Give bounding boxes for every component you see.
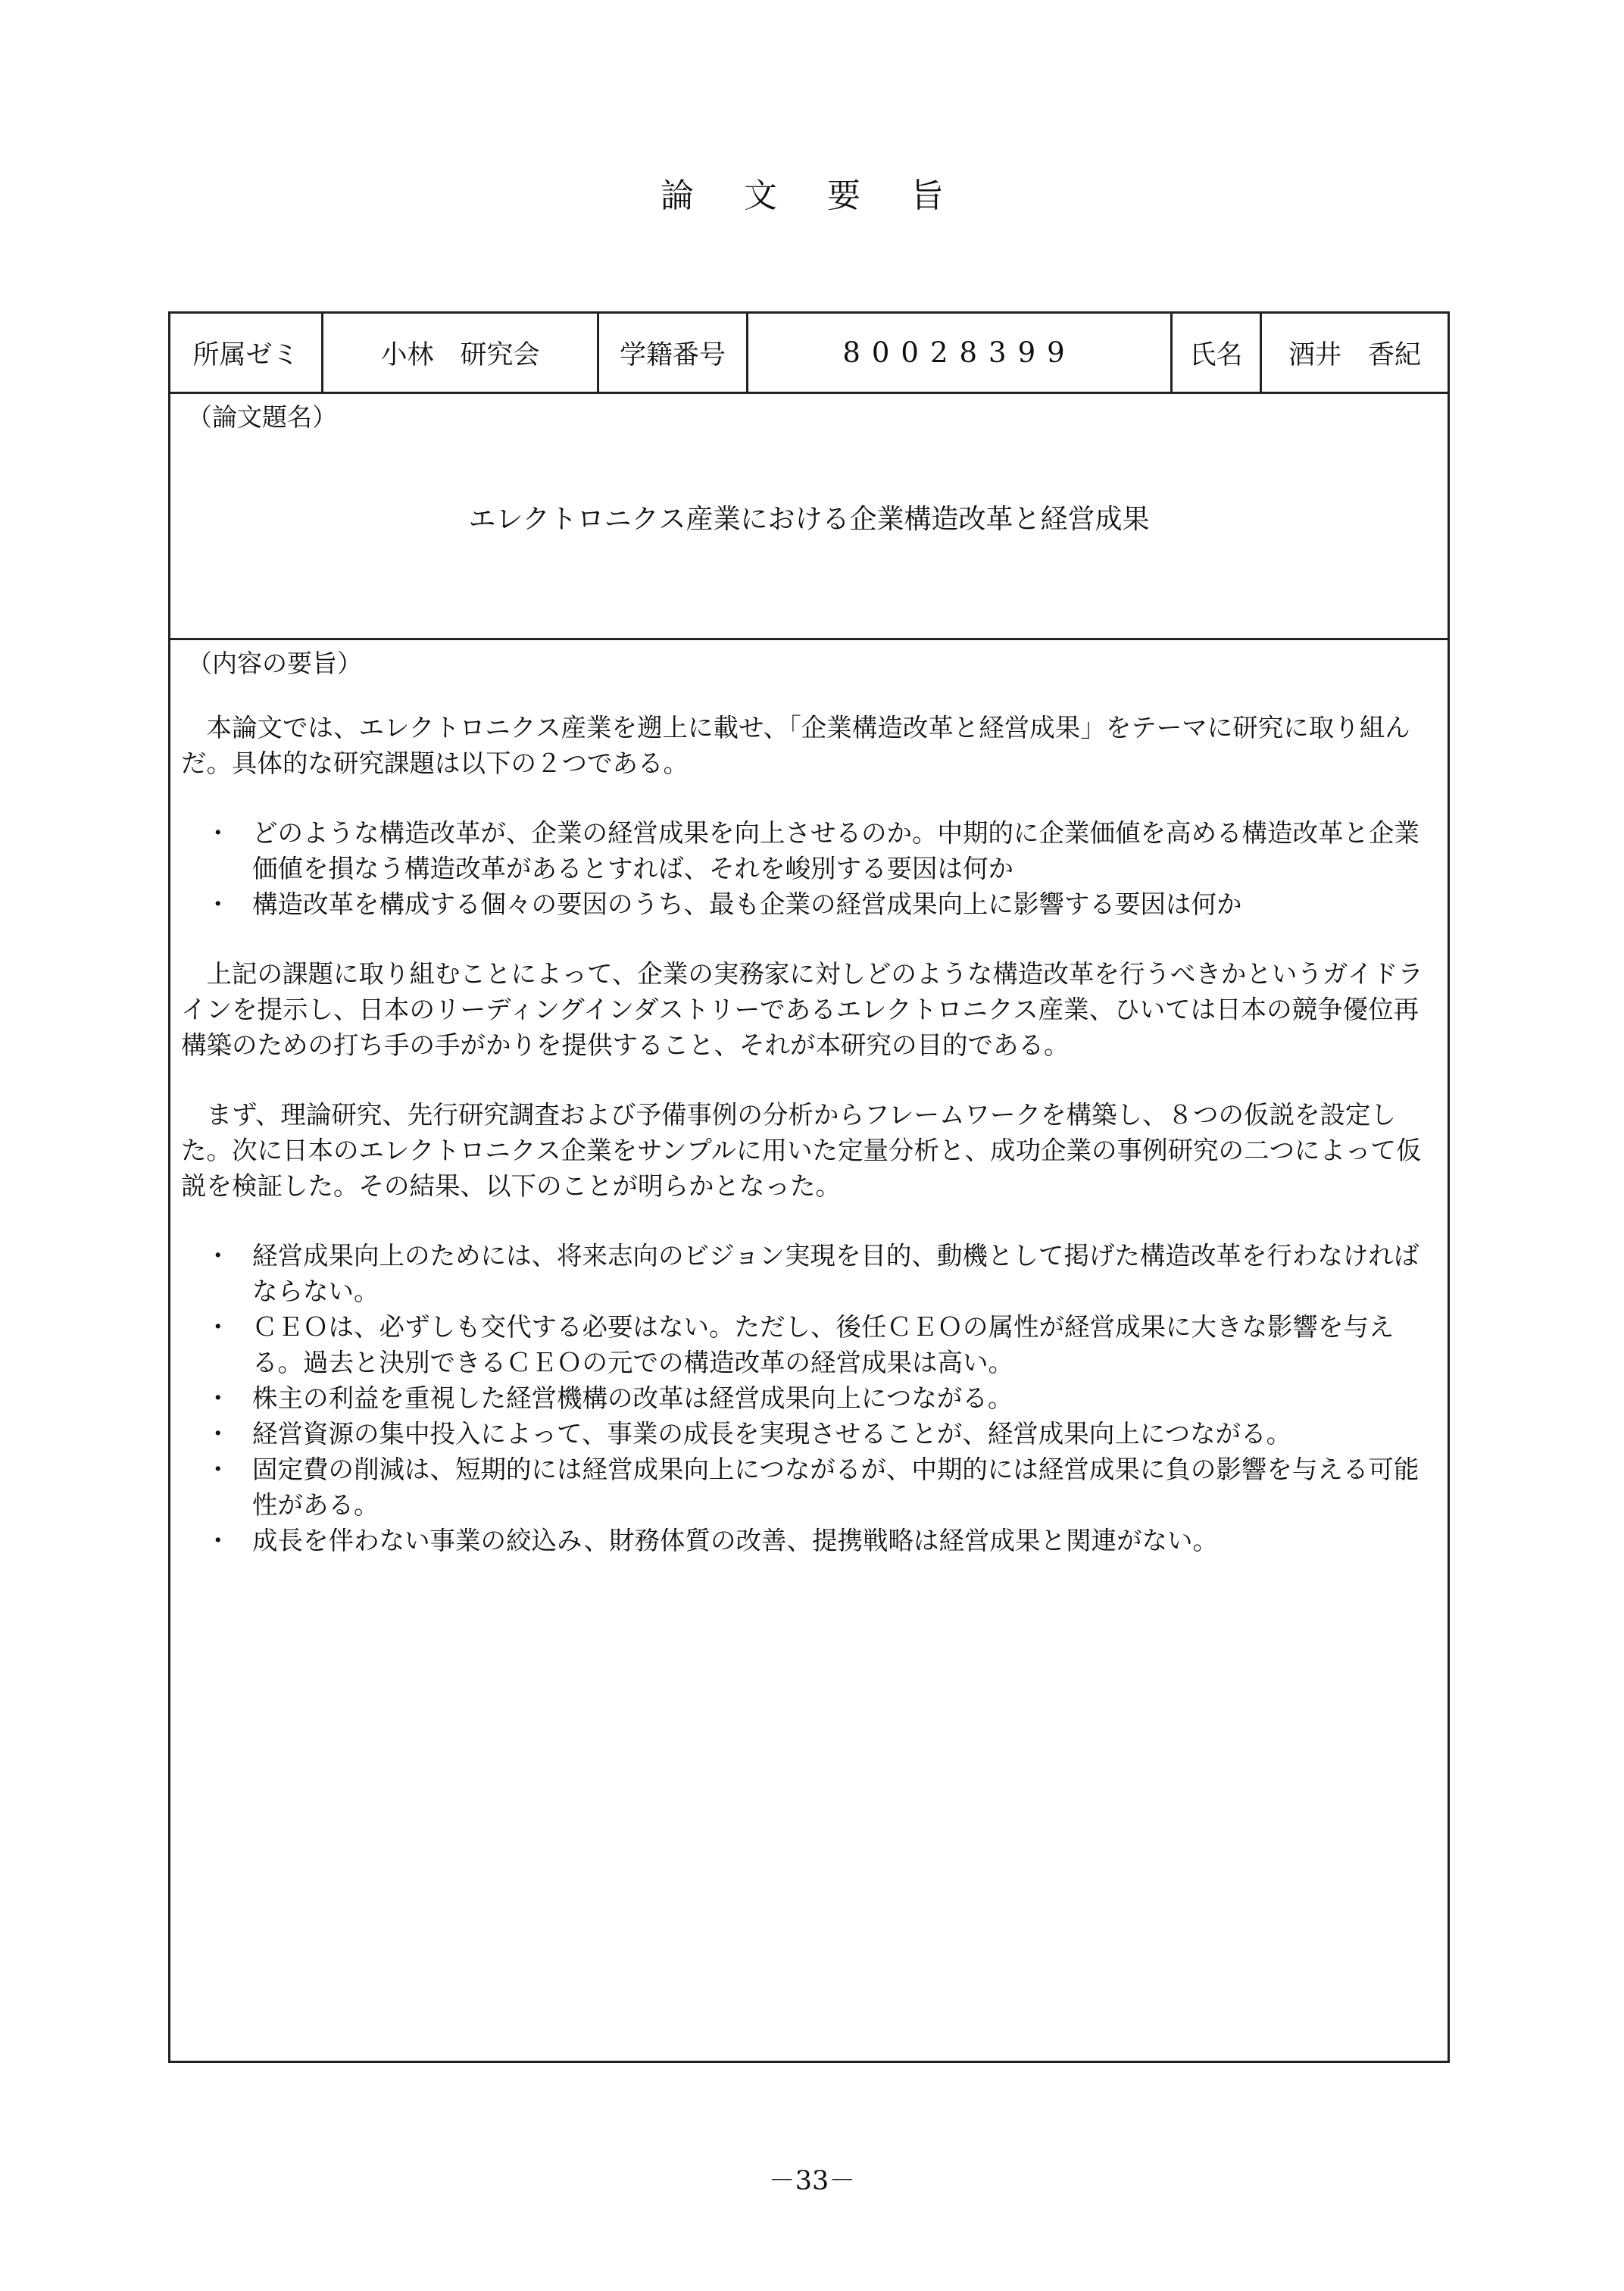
- list-item-text: 成長を伴わない事業の絞込み、財務体質の改善、提携戦略は経営成果と関連がない。: [252, 1526, 1219, 1555]
- content-body: [181, 710, 1441, 1592]
- paragraph-method: まず、理論研究、先行研究調査および予備事例の分析からフレームワークを構築し、８つの仮説を設定した。次に日本のエレクトロニクス企業をサンプルに用いた定量分析と、成功企業の事例研究の二つによって仮説を検証した。その結果、以下のことが明らかとなった。: [181, 1100, 1422, 1201]
- abstract-form: [168, 311, 1450, 2063]
- paragraph-purpose: 上記の課題に取り組むことによって、企業の実務家に対しどのような構造改革を行うべきかというガイドラインを提示し、日本のリーディングインダストリーであるエレクトロニクス産業、ひいては日本の競争優位再構築のための打ち手の手がかりを提供すること、それが本研究の目的である。: [181, 959, 1423, 1060]
- bullet: ・: [205, 889, 231, 919]
- content-summary-section: [170, 638, 1448, 2061]
- page-number: －33－: [768, 2166, 856, 2196]
- student-id-label: 学籍番号: [599, 314, 748, 392]
- thesis-title-label: （論文題名）: [187, 402, 337, 432]
- bullet: ・: [205, 1419, 231, 1449]
- seminar-label: 所属ゼミ: [170, 314, 323, 392]
- name-label: 氏名: [1173, 314, 1262, 392]
- list-item: [205, 1238, 1441, 1309]
- list-item: [205, 886, 1441, 922]
- research-question-list: [181, 815, 1441, 922]
- list-item: [205, 1452, 1441, 1523]
- list-item-text: 構造改革を構成する個々の要因のうち、最も企業の経営成果向上に影響する要因は何か: [252, 889, 1242, 919]
- content-summary-label: （内容の要旨）: [187, 649, 362, 678]
- list-item: [205, 815, 1441, 886]
- page-title: 論 文 要 旨: [661, 177, 963, 215]
- list-item: [205, 1309, 1441, 1380]
- list-item-text: 経営資源の集中投入によって、事業の成長を実現させることが、経営成果向上につながる。: [252, 1419, 1292, 1449]
- list-item-text: ＣＥＯは、必ずしも交代する必要はない。ただし、後任ＣＥＯの属性が経営成果に大きな影響を与える。過去と決別できるＣＥＯの元での構造改革の経営成果は高い。: [252, 1312, 1394, 1377]
- list-item-text: 固定費の削減は、短期的には経営成果向上につながるが、中期的には経営成果に負の影響を与える可能性がある。: [252, 1455, 1419, 1520]
- bullet: ・: [205, 1383, 231, 1413]
- bullet: ・: [205, 818, 231, 848]
- thesis-title: エレクトロニクス産業における企業構造改革と経営成果: [468, 504, 1150, 535]
- name-value: 酒井 香紀: [1288, 339, 1421, 370]
- list-item-text: 株主の利益を重視した経営機構の改革は経営成果向上につながる。: [252, 1383, 1013, 1413]
- bullet: ・: [205, 1312, 231, 1342]
- list-item: [205, 1416, 1441, 1452]
- list-item-text: 経営成果向上のためには、将来志向のビジョン実現を目的、動機として掲げた構造改革を行わなければならない。: [252, 1241, 1419, 1306]
- student-id-value: 80028399: [748, 314, 1173, 392]
- bullet: ・: [205, 1455, 231, 1484]
- thesis-title-section: [170, 392, 1448, 640]
- list-item-text: どのような構造改革が、企業の経営成果を向上させるのか。中期的に企業価値を高める構造改革と企業価値を損なう構造改革があるとすれば、それを峻別する要因は何か: [252, 818, 1419, 883]
- bullet: ・: [205, 1241, 231, 1271]
- bullet: ・: [205, 1526, 231, 1555]
- header-row: [170, 314, 1448, 394]
- seminar-value: 小林 研究会: [323, 314, 599, 392]
- paragraph-intro: 本論文では、エレクトロニクス産業を遡上に載せ、「企業構造改革と経営成果」をテーマに研究に取り組んだ。具体的な研究課題は以下の２つである。: [181, 713, 1410, 778]
- findings-list: [181, 1238, 1441, 1558]
- list-item: [205, 1380, 1441, 1416]
- list-item: [205, 1523, 1441, 1558]
